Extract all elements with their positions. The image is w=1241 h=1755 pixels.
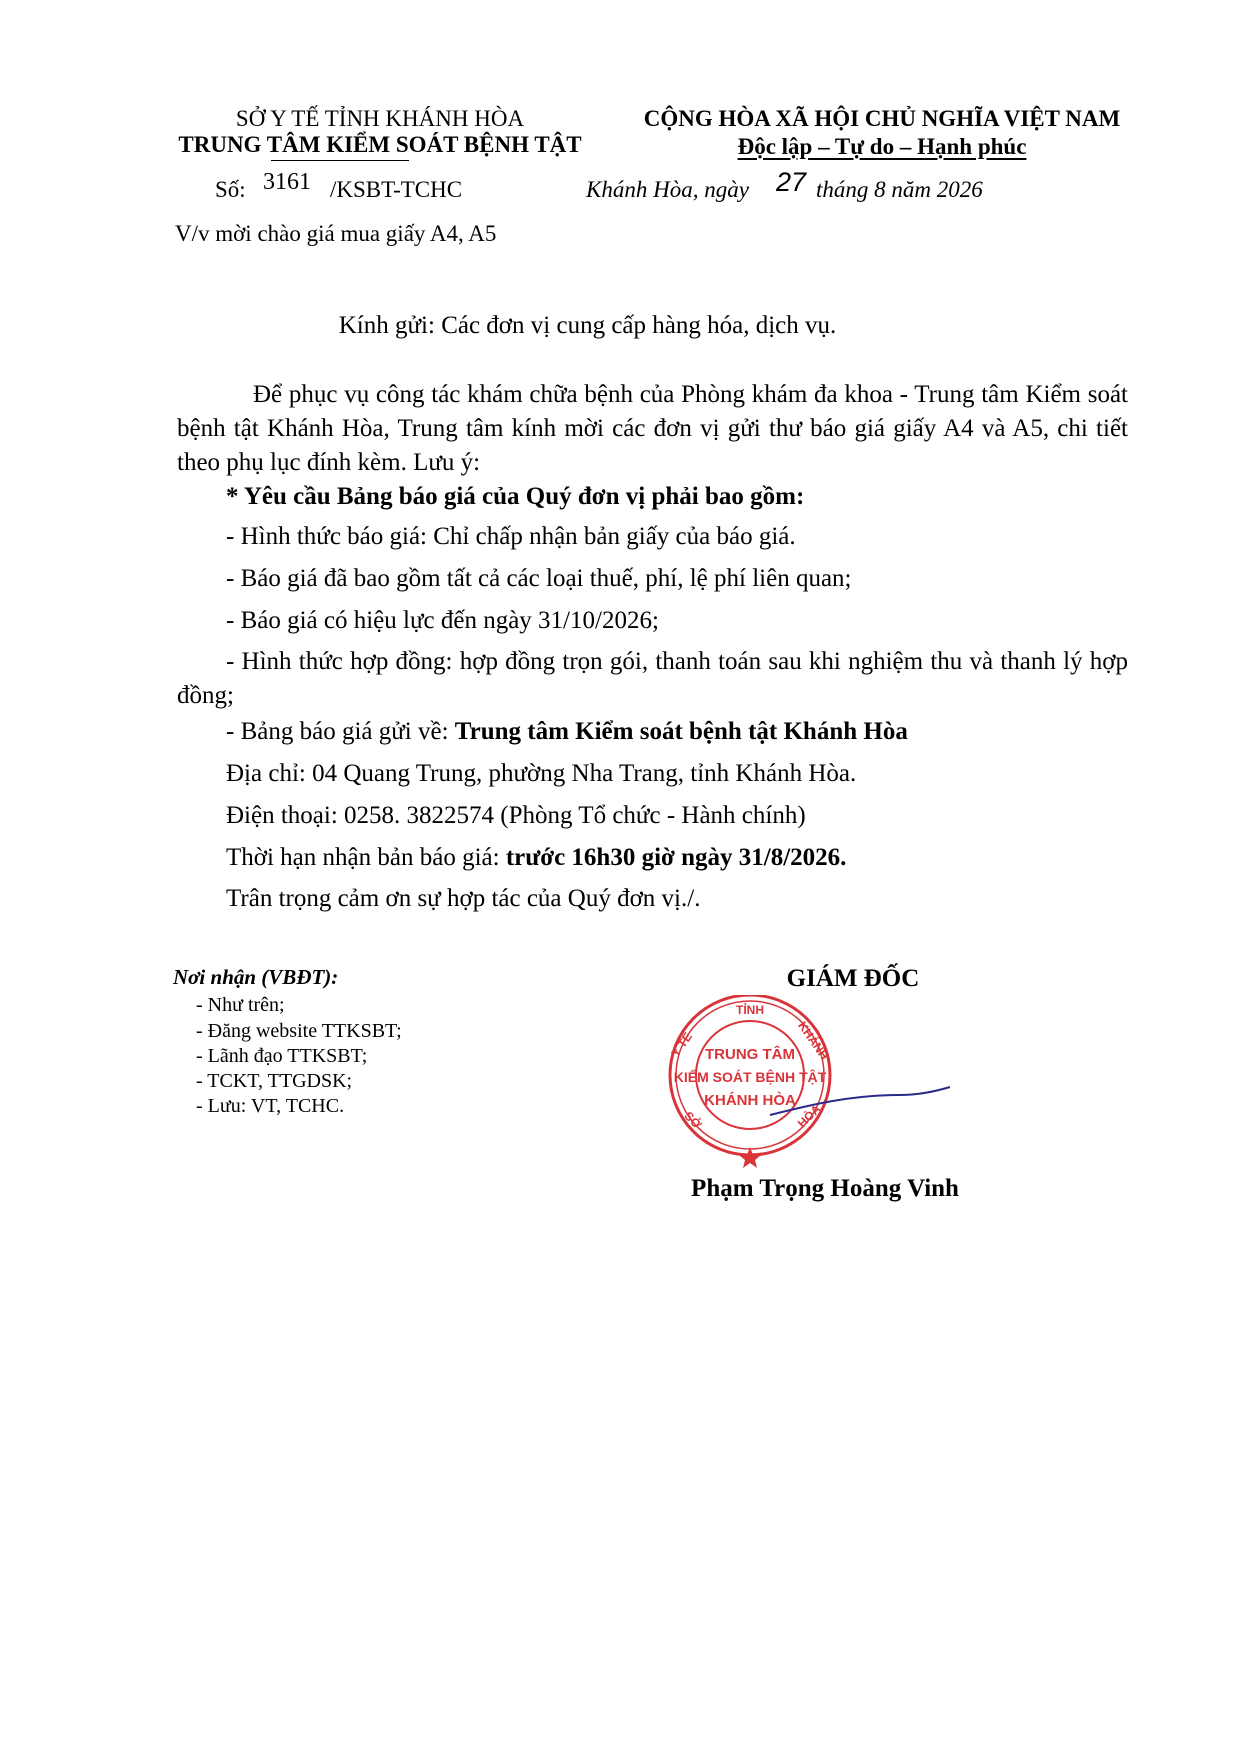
intro-paragraph: Để phục vụ công tác khám chữa bệnh của Phòng khám đa khoa - Trung tâm Kiểm soát bệnh tật Khánh Hòa, Trung tâm kính mời các đơn vị gửi thư báo giá giấy A4 và A5, chi tiết theo phụ lục đính kèm. Lưu ý: <box>177 381 1128 476</box>
issuing-department: SỞ Y TẾ TỈNH KHÁNH HÒA <box>235 106 525 131</box>
signer-name: Phạm Trọng Hoàng Vinh <box>691 1175 959 1202</box>
seal-star-icon <box>739 1147 761 1168</box>
seal-outer-bottom-left: SỞ <box>681 1108 705 1132</box>
deadline-value: trước 16h30 giờ ngày 31/8/2026. <box>505 844 847 871</box>
motto-wrap <box>612 133 1152 161</box>
number-label: Số: <box>215 177 246 202</box>
send-to-recipient: Trung tâm Kiểm soát bệnh tật Khánh Hòa <box>454 718 908 745</box>
recipient-item: - Như trên; <box>196 994 285 1016</box>
recipient-item: - Lãnh đạo TTKSBT; <box>196 1045 368 1067</box>
country-name: CỘNG HÒA XÃ HỘI CHỦ NGHĨA VIỆT NAM <box>643 106 1121 131</box>
requirement-item-5 <box>226 715 908 749</box>
requirement-item-1: - Hình thức báo giá: Chỉ chấp nhận bản giấy của báo giá. <box>226 523 796 550</box>
recipient-item: - Lưu: VT, TCHC. <box>196 1095 345 1117</box>
recipient-item: - TCKT, TTGDSK; <box>196 1070 353 1092</box>
number-value: 3161 <box>263 169 311 195</box>
requirement-item-2: - Báo giá đã bao gồm tất cả các loại thuế, phí, lệ phí liên quan; <box>226 565 852 592</box>
signer-title: GIÁM ĐỐC <box>786 965 920 992</box>
seal-line-1: TRUNG TÂM <box>705 1046 795 1063</box>
recipient-item: - Đăng website TTKSBT; <box>196 1020 402 1042</box>
date-day: 27 <box>776 167 807 197</box>
issuing-center: TRUNG TÂM KIỂM SOÁT BỆNH TẬT <box>178 132 582 157</box>
seal-line-2: KIỂM SOÁT BỆNH TẬT <box>673 1069 827 1085</box>
deadline-label: Thời hạn nhận bản báo giá: <box>226 844 506 871</box>
seal-outer-left: Y TẾ <box>668 1029 696 1060</box>
deadline-line <box>226 841 846 875</box>
official-seal <box>650 995 970 1170</box>
date-prefix: Khánh Hòa, ngày <box>586 177 749 202</box>
phone-line: Điện thoại: 0258. 3822574 (Phòng Tổ chức - Hành chính) <box>226 802 806 829</box>
thanks-line: Trân trọng cảm ơn sự hợp tác của Quý đơn vị./. <box>226 885 701 912</box>
document-number <box>215 169 463 203</box>
address-line: Địa chỉ: 04 Quang Trung, phường Nha Trang, tỉnh Khánh Hòa. <box>226 760 857 787</box>
national-motto: Độc lập – Tự do – Hạnh phúc <box>737 134 1027 159</box>
send-to-label: - Bảng báo giá gửi về: <box>226 718 455 745</box>
requirement-item-4: - Hình thức hợp đồng: hợp đồng trọn gói, thanh toán sau khi nghiệm thu và thanh lý hợp đồng; <box>177 648 1128 709</box>
seal-outer-top: TỈNH <box>736 1003 764 1017</box>
seal-line-3: KHÁNH HÒA <box>704 1092 796 1109</box>
document-date <box>586 167 1146 203</box>
seal-outer-bottom-right: HÒA <box>794 1101 824 1131</box>
recipients-title: Nơi nhận (VBĐT): <box>173 965 339 989</box>
seal-outer-right: KHÁNH <box>795 1018 832 1063</box>
requirement-item-3: - Báo giá có hiệu lực đến ngày 31/10/2026; <box>226 607 659 634</box>
center-underline <box>271 160 409 161</box>
document-subject: V/v mời chào giá mua giấy A4, A5 <box>175 221 497 246</box>
number-suffix: /KSBT-TCHC <box>330 177 463 202</box>
date-suffix: tháng 8 năm 2026 <box>816 177 983 202</box>
salutation: Kính gửi: Các đơn vị cung cấp hàng hóa, dịch vụ. <box>338 312 837 339</box>
requirement-heading: * Yêu cầu Bảng báo giá của Quý đơn vị phải bao gồm: <box>226 483 805 510</box>
